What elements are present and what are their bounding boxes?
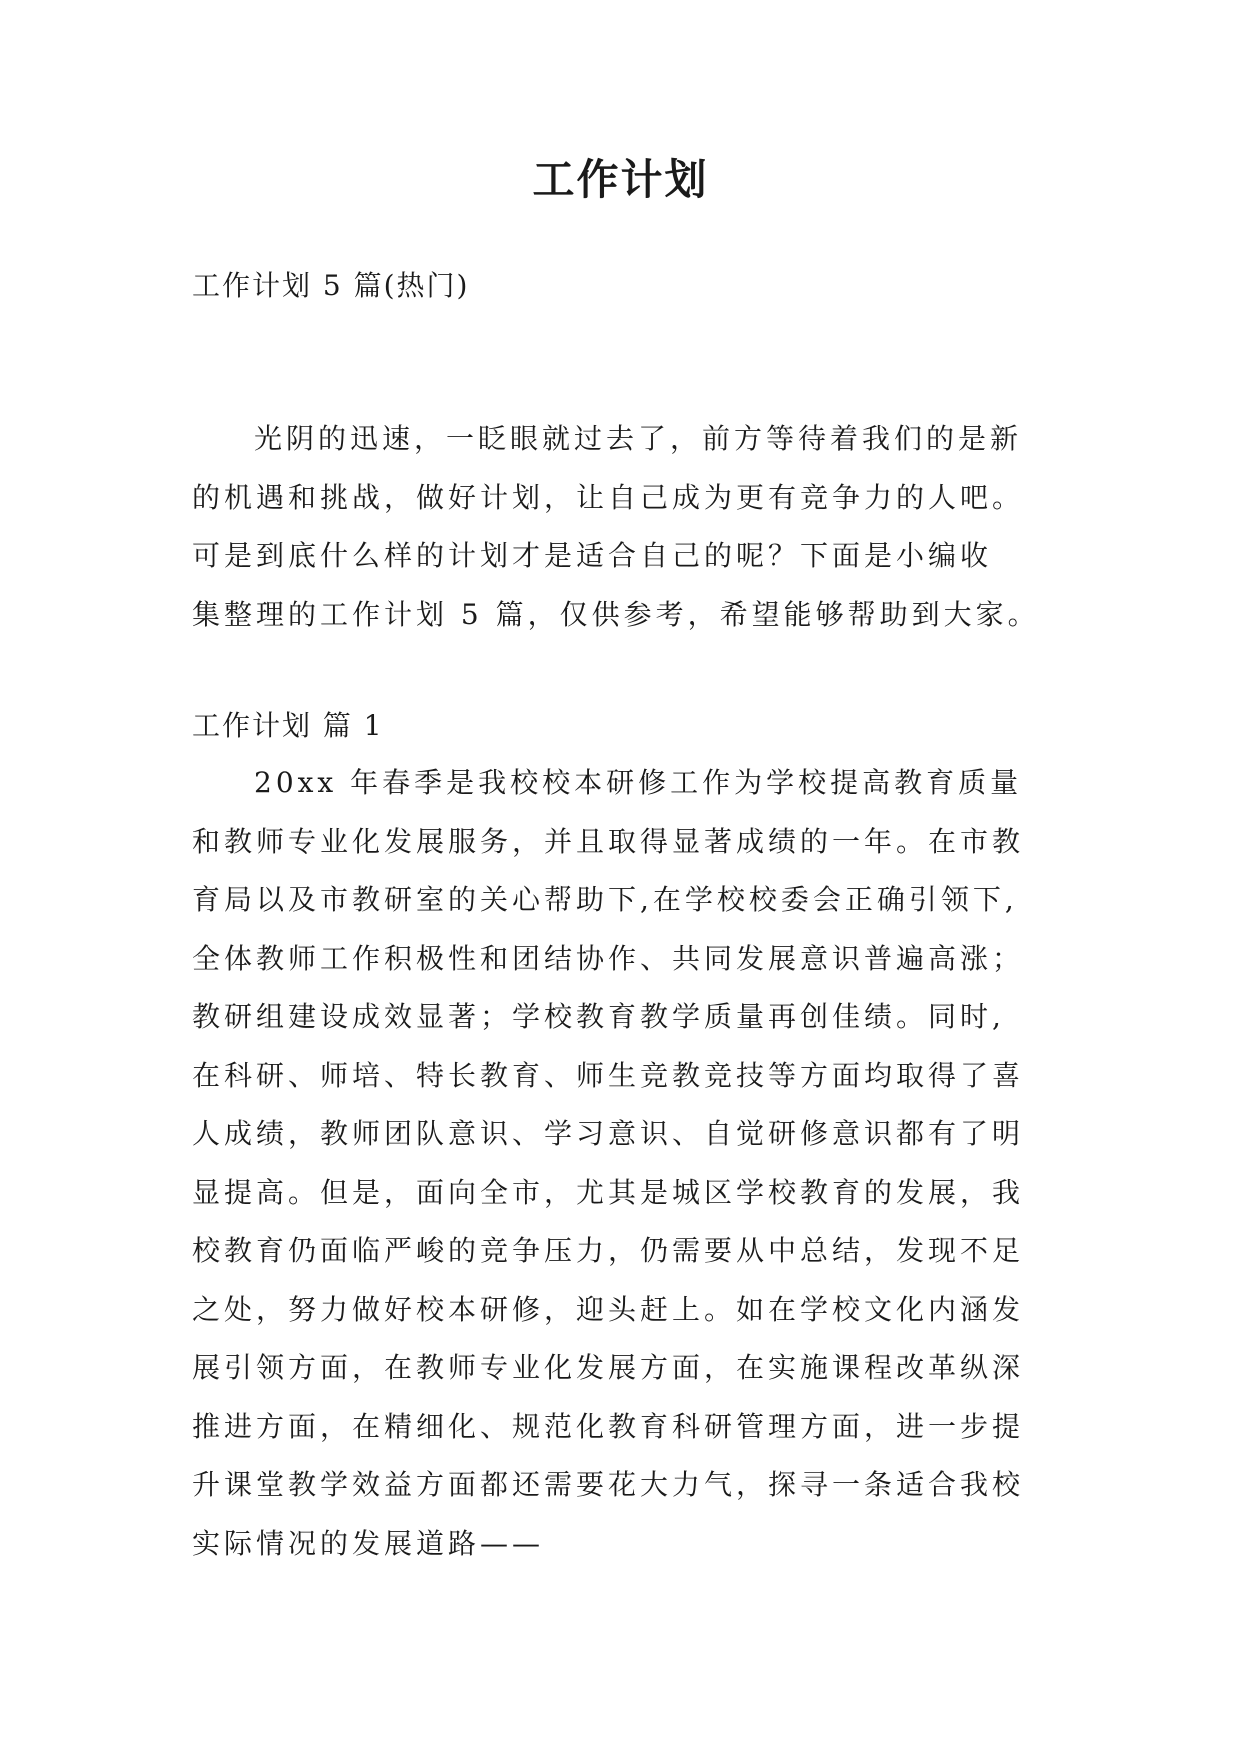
intro-line: 的机遇和挑战，做好计划，让自己成为更有竞争力的人吧。 — [192, 480, 1025, 514]
body-line: 展引领方面，在教师专业化发展方面，在实施课程改革纵深 — [192, 1351, 1025, 1384]
body-line: 育局以及市教研室的关心帮助下,在学校校委会正确引领下, — [192, 883, 1018, 916]
document-subtitle: 工作计划 5 篇(热门) — [192, 269, 470, 302]
body-line: 显提高。但是，面向全市，尤其是城区学校教育的发展，我 — [192, 1175, 1025, 1209]
body-line: 和教师专业化发展服务，并且取得显著成绩的一年。在市教 — [192, 824, 1025, 858]
body-line: 之处，努力做好校本研修，迎头赶上。如在学校文化内涵发 — [192, 1292, 1025, 1326]
body-line: 20xx 年春季是我校校本研修工作为学校提高教育质量 — [254, 766, 1023, 799]
body-line: 实际情况的发展道路—— — [192, 1526, 545, 1560]
body-line: 教研组建设成效显著；学校教育教学质量再创佳绩。同时, — [192, 1000, 1005, 1033]
intro-line: 可是到底什么样的计划才是适合自己的呢？下面是小编收 — [192, 539, 993, 572]
intro-paragraph — [192, 410, 1054, 644]
body-line: 人成绩，教师团队意识、学习意识、自觉研修意识都有了明 — [192, 1117, 1025, 1150]
body-line: 在科研、师培、特长教育、师生竞教竞技等方面均取得了喜 — [192, 1058, 1025, 1092]
section-body-paragraph — [192, 754, 1054, 1573]
body-line: 校教育仍面临严峻的竞争压力，仍需要从中总结，发现不足 — [192, 1234, 1025, 1267]
section-heading: 工作计划 篇 1 — [192, 709, 384, 742]
intro-line: 光阴的迅速，一眨眼就过去了，前方等待着我们的是新 — [254, 422, 1023, 455]
intro-line: 集整理的工作计划 5 篇，仅供参考，希望能够帮助到大家。 — [192, 597, 1040, 631]
document-title: 工作计划 — [532, 155, 709, 204]
body-line: 升课堂教学效益方面都还需要花大力气，探寻一条适合我校 — [192, 1468, 1025, 1501]
body-line: 全体教师工作积极性和团结协作、共同发展意识普遍高涨； — [192, 941, 1025, 975]
body-line: 推进方面，在精细化、规范化教育科研管理方面，进一步提 — [192, 1409, 1025, 1443]
